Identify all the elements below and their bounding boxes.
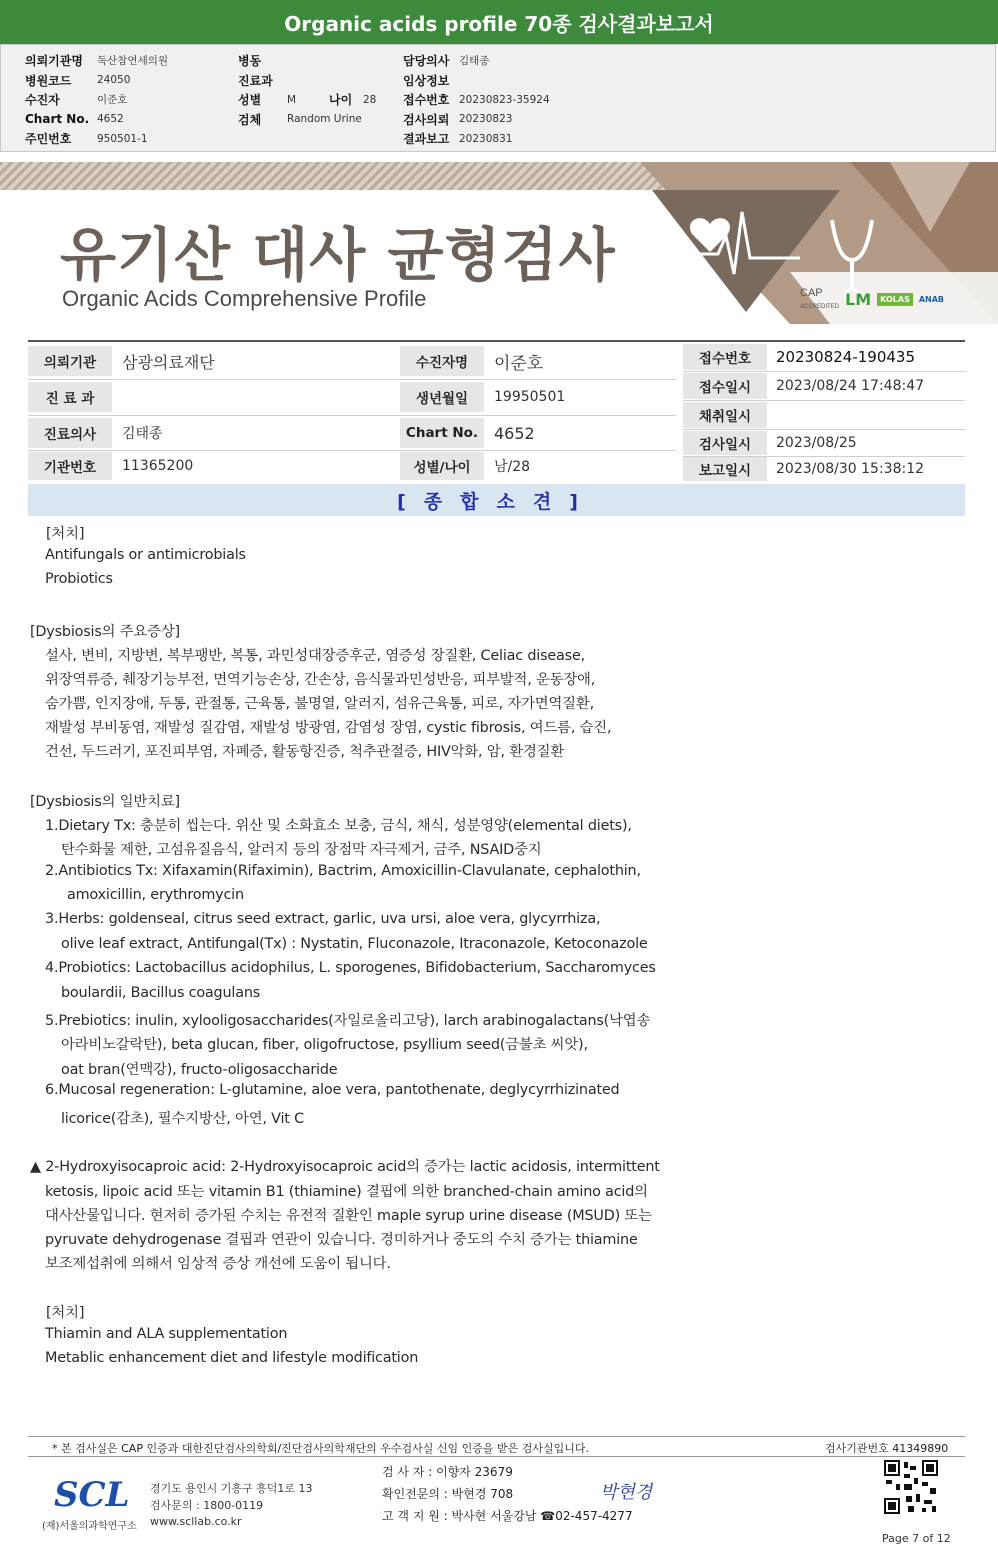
text-line: 보조제섭취에 의해서 임상적 증상 개선에 도움이 됩니다. bbox=[45, 1256, 391, 1272]
patient-value: 2023/08/30 15:38:12 bbox=[776, 461, 925, 477]
info-label: 병동 bbox=[238, 54, 262, 69]
patient-value: 2023/08/24 17:48:47 bbox=[776, 378, 925, 394]
patient-value: 20230824-190435 bbox=[776, 348, 916, 366]
patient-label: 진 료 과 bbox=[28, 382, 112, 412]
certification-logos bbox=[800, 284, 970, 314]
footer-note: * 본 검사실은 CAP 인증과 대한진단검사의학회/진단검사의학재단의 우수검사실 신임 인증을 받은 검사실입니다. bbox=[52, 1442, 590, 1455]
footer-divider bbox=[28, 1456, 965, 1457]
text-line: amoxicillin, erythromycin bbox=[67, 887, 244, 903]
order-info-col-3 bbox=[403, 51, 550, 149]
patient-label: 의뢰기관 bbox=[28, 346, 112, 376]
row-divider bbox=[683, 400, 965, 401]
patient-value: 4652 bbox=[494, 423, 535, 443]
text-line: boulardii, Bacillus coagulans bbox=[61, 985, 261, 1001]
text-line: 대사산물입니다. 현저히 증가된 수치는 유전적 질환인 maple syrup urine disease (MSUD) 또는 bbox=[45, 1208, 652, 1224]
text-line: 1.Dietary Tx: 충분히 씹는다. 위산 및 소화효소 보충, 금식, 채식, 성분영양(elemental diets), bbox=[45, 818, 632, 834]
patient-label: 수진자명 bbox=[400, 346, 484, 376]
footer-website[interactable]: www.scllab.co.kr bbox=[150, 1515, 242, 1528]
text-line: 3.Herbs: goldenseal, citrus seed extract, garlic, uva ursi, aloe vera, glycyrrhiza, bbox=[45, 911, 601, 927]
text-line: 위장역류증, 췌장기능부전, 면역기능손상, 간손상, 음식물과민성반응, 피부발적, 운동장애, bbox=[45, 672, 596, 688]
patient-label: 생년월일 bbox=[400, 382, 484, 412]
patient-value: 삼광의료재단 bbox=[122, 352, 215, 372]
info-label: 검사의뢰 bbox=[403, 112, 450, 127]
order-info-box bbox=[0, 44, 996, 152]
patient-value: 김태종 bbox=[122, 426, 163, 442]
info-value: 20230823 bbox=[459, 113, 513, 126]
info-value: 24050 bbox=[97, 74, 131, 87]
footer-address: 경기도 용인시 기흥구 흥덕1로 13 bbox=[150, 1482, 313, 1495]
specialist-info: 확인전문의 : 박현경 708 bbox=[382, 1487, 514, 1501]
info-label: Chart No. bbox=[25, 112, 90, 127]
text-line: [처치] bbox=[46, 526, 85, 542]
banner-title: 유기산 대사 균형검사 bbox=[60, 221, 616, 289]
kolas-logo: KOLAS bbox=[877, 293, 913, 306]
patient-value: 이준호 bbox=[494, 353, 544, 374]
qr-code-icon bbox=[884, 1460, 938, 1514]
text-line: 건선, 두드러기, 포진피부염, 자폐증, 활동항진증, 척추관절증, HIV악화, 암, 환경질환 bbox=[45, 744, 565, 760]
row-divider bbox=[28, 379, 676, 380]
lm-logo: LM bbox=[845, 289, 872, 309]
page-number: Page 7 of 12 bbox=[882, 1532, 951, 1545]
info-label: 성별 bbox=[238, 93, 262, 108]
patient-label: 접수일시 bbox=[683, 373, 767, 399]
patient-value: 2023/08/25 bbox=[776, 435, 857, 451]
banner-subtitle: Organic Acids Comprehensive Profile bbox=[62, 286, 427, 311]
info-label: 임상정보 bbox=[403, 73, 450, 88]
row-divider bbox=[683, 429, 965, 430]
row-divider bbox=[28, 450, 676, 451]
row-divider bbox=[28, 415, 676, 416]
info-label: 병원코드 bbox=[25, 73, 72, 88]
info-value: 4652 bbox=[97, 113, 124, 126]
text-line: pyruvate dehydrogenase 결핍과 연관이 있습니다. 경미하거나 중도의 수치 증가는 thiamine bbox=[45, 1232, 638, 1248]
info-label: 결과보고 bbox=[403, 132, 450, 147]
text-line: Antifungals or antimicrobials bbox=[45, 547, 246, 563]
organization-name: (재)서울의과학연구소 bbox=[42, 1521, 137, 1532]
text-line: ▲ 2-Hydroxyisocaproic acid: 2-Hydroxyisocaproic acid의 증가는 lactic acidosis, intermittent bbox=[30, 1159, 660, 1175]
text-line: 6.Mucosal regeneration: L-glutamine, aloe vera, pantothenate, deglycyrrhizinated bbox=[45, 1082, 620, 1098]
text-line: olive leaf extract, Antifungal(Tx) : Nystatin, Fluconazole, Itraconazole, Ketoconazole bbox=[61, 936, 648, 952]
patient-info-table bbox=[28, 340, 965, 482]
text-line: 숨가쁨, 인지장애, 두통, 관절통, 근육통, 불명열, 알러지, 섬유근육통, 피로, 자가면역질환, bbox=[45, 696, 594, 712]
text-line: Thiamin and ALA supplementation bbox=[45, 1326, 288, 1342]
info-label: 수진자 bbox=[25, 93, 60, 108]
institution-code: 검사기관번호 41349890 bbox=[825, 1442, 949, 1455]
patient-value: 남/28 bbox=[494, 459, 531, 475]
support-info: 고 객 지 원 : 박사현 서울강남 ☎02-457-4277 bbox=[382, 1509, 633, 1523]
text-line: [처치] bbox=[46, 1305, 85, 1321]
order-info-col-2 bbox=[238, 51, 376, 129]
text-line: 4.Probiotics: Lactobacillus acidophilus, L. sporogenes, Bifidobacterium, Saccharomyces bbox=[45, 960, 656, 976]
row-divider bbox=[683, 371, 965, 372]
scl-logo: SCL bbox=[54, 1475, 130, 1515]
summary-heading: [종합소견] bbox=[28, 484, 965, 516]
patient-label: 채취일시 bbox=[683, 402, 767, 428]
patient-label: 접수번호 bbox=[683, 344, 767, 370]
row-divider bbox=[683, 456, 965, 457]
text-line: Probiotics bbox=[45, 571, 113, 587]
patient-label: 진료의사 bbox=[28, 418, 112, 448]
info-label: 의뢰기관명 bbox=[25, 54, 83, 69]
anab-logo: ANAB bbox=[918, 294, 945, 304]
patient-value: 19950501 bbox=[494, 389, 566, 405]
text-line: licorice(감초), 필수지방산, 아연, Vit C bbox=[61, 1111, 304, 1127]
text-line: oat bran(연맥강), fructo-oligosaccharide bbox=[61, 1062, 338, 1078]
specialist-signature: 박현경 bbox=[600, 1482, 653, 1503]
info-value: 김태종 bbox=[459, 55, 490, 68]
info-label: 담당의사 bbox=[403, 54, 450, 69]
text-line: 탄수화물 제한, 고섬유질음식, 알러지 등의 장점막 자극제거, 금주, NSAID중지 bbox=[61, 842, 542, 858]
patient-value: 11365200 bbox=[122, 458, 194, 474]
tester-info: 검 사 자 : 이향자 23679 bbox=[382, 1465, 513, 1479]
info-label: 접수번호 bbox=[403, 93, 450, 108]
text-line: [Dysbiosis의 주요증상] bbox=[30, 624, 180, 640]
patient-label: Chart No. bbox=[400, 418, 484, 448]
info-value: 20230831 bbox=[459, 132, 513, 145]
age-value: 28 bbox=[363, 93, 377, 106]
info-value: 950501-1 bbox=[97, 132, 148, 145]
patient-label: 성별/나이 bbox=[400, 452, 484, 480]
cap-logo: CAP ACCREDITED bbox=[800, 287, 840, 310]
info-value: 20230823-35924 bbox=[459, 93, 550, 106]
text-line: 5.Prebiotics: inulin, xylooligosaccharides(자일로올리고당), larch arabinogalactans(낙엽송 bbox=[45, 1013, 651, 1029]
text-line: 아라비노갈락탄), beta glucan, fiber, oligofructose, psyllium seed(금불초 씨앗), bbox=[61, 1037, 588, 1053]
text-line: 재발성 부비동염, 재발성 질감염, 재발성 방광염, 감염성 장염, cystic fibrosis, 여드름, 습진, bbox=[45, 720, 612, 736]
patient-label: 보고일시 bbox=[683, 457, 767, 481]
text-line: 2.Antibiotics Tx: Xifaxamin(Rifaximin), Bactrim, Amoxicillin-Clavulanate, cephalothin, bbox=[45, 863, 641, 879]
order-info-col-1 bbox=[25, 51, 168, 149]
patient-value bbox=[768, 402, 965, 428]
patient-label: 검사일시 bbox=[683, 431, 767, 455]
info-label: 주민번호 bbox=[25, 132, 72, 147]
info-value: 이준호 bbox=[97, 94, 128, 107]
info-value: 독산참연세의원 bbox=[97, 55, 169, 68]
patient-label: 기관번호 bbox=[28, 452, 112, 480]
text-line: 설사, 변비, 지방변, 복부팽반, 복통, 과민성대장증후군, 염증성 장질환, Celiac disease, bbox=[45, 648, 585, 664]
info-value: Random Urine bbox=[287, 113, 362, 126]
report-title: Organic acids profile 70종 검사결과보고서 bbox=[0, 0, 998, 44]
text-line: ketosis, lipoic acid 또는 vitamin B1 (thiamine) 결핍에 의한 branched-chain amino acid의 bbox=[45, 1184, 648, 1200]
sex-value: M bbox=[287, 93, 297, 106]
info-label: 진료과 bbox=[238, 73, 273, 88]
info-label: 검체 bbox=[238, 112, 262, 127]
footer-inquiry: 검사문의 : 1800-0119 bbox=[150, 1499, 264, 1512]
age-label: 나이 bbox=[329, 93, 353, 108]
text-line: Metablic enhancement diet and lifestyle modification bbox=[45, 1350, 419, 1366]
text-line: [Dysbiosis의 일반치료] bbox=[30, 794, 180, 810]
patient-value bbox=[114, 382, 394, 412]
footer-divider bbox=[28, 1436, 965, 1437]
